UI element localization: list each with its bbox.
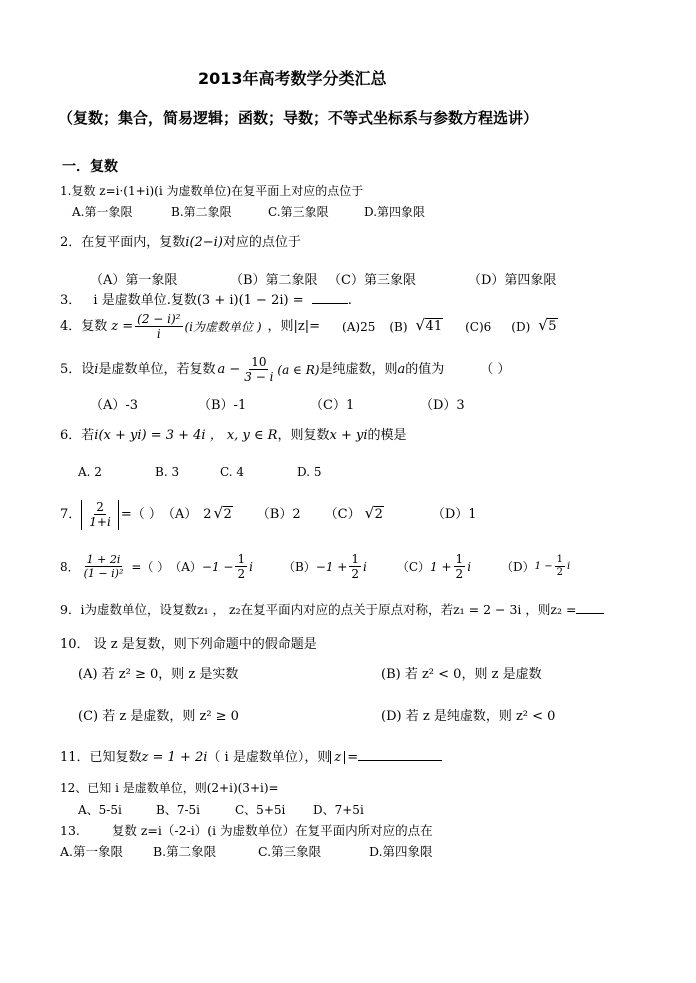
question-7-denominator: 1+i <box>89 515 111 530</box>
question-8-option-b-expr: −1 + <box>315 559 348 574</box>
question-8-option-a-i: i <box>249 559 253 574</box>
question-8-option-b-i: i <box>363 559 367 574</box>
question-13-stem <box>60 825 433 838</box>
question-13-option-a: A.第一象限 <box>60 844 124 859</box>
question-4-option-c: (C)6 <box>465 319 492 334</box>
sqrt-icon: √ <box>364 504 375 523</box>
question-5-expr-b: (a ∈ R) <box>277 362 320 377</box>
question-8-option-d-half <box>555 554 565 579</box>
question-8-option-a: （A） <box>169 559 202 574</box>
question-8-option-d-i: i <box>566 560 571 572</box>
question-4-option-a: (A)25 <box>342 319 376 334</box>
question-5-text-c: 是纯虚数，则 <box>319 362 398 378</box>
question-7-stem <box>60 500 477 530</box>
question-6-expression: i(x + yi) = 3 + 4i ， x, y ∈ R <box>94 428 278 443</box>
fraction-numerator: 1 <box>455 552 464 566</box>
question-8-fraction <box>82 553 126 580</box>
question-1-option-c: C.第三象限 <box>268 205 329 219</box>
question-4-denominator: i <box>156 327 161 342</box>
question-4-text-a: 4．复数 <box>60 319 108 335</box>
question-7-number: 7． <box>60 507 82 523</box>
question-6-text-c: 的模是 <box>367 428 407 443</box>
question-8-option-c-i: i <box>467 559 472 574</box>
question-4-option-d-radical <box>538 316 557 335</box>
sqrt-icon: √ <box>538 316 548 335</box>
question-7-option-a-coef: 2 <box>203 507 212 523</box>
fraction-numerator: 1 <box>237 552 246 566</box>
question-8-numerator: 1 + 2i <box>86 553 121 567</box>
question-12-option-d: D、7+5i <box>313 803 364 817</box>
question-8-equals: =（ ） <box>131 559 170 574</box>
question-6-text-b: ，则复数 <box>277 428 330 443</box>
question-7-option-c-radical <box>364 504 384 523</box>
question-8-option-d-expr: 1 − <box>534 560 553 572</box>
question-3-answer-blank <box>312 303 348 304</box>
question-5-expr-a: a − <box>217 362 241 378</box>
question-8-option-a-expr: −1 − <box>201 559 234 574</box>
question-2-text-a: 2．在复平面内，复数 <box>60 235 186 250</box>
fraction-denominator: 2 <box>351 567 359 582</box>
question-7-option-d: （D）1 <box>431 507 477 523</box>
question-1-option-d: D.第四象限 <box>364 205 426 219</box>
question-6-option-c: C. 4 <box>220 465 245 479</box>
question-4-numerator: (2 − i)² <box>137 312 181 326</box>
question-8-stem <box>60 552 570 582</box>
question-5-text-b: 是虚数单位，若复数 <box>98 362 216 378</box>
question-6-stem <box>60 429 407 442</box>
question-3-number: 3． <box>60 293 82 308</box>
question-8-option-c-expr: 1 + <box>430 559 452 574</box>
question-13-text: 复数 z=i（-2-i）(i 为虚数单位）在复平面内所对应的点在 <box>111 823 433 838</box>
fraction-numerator: 1 <box>351 552 359 566</box>
question-2-stem <box>60 236 301 249</box>
question-2-expression: i(2−i) <box>185 235 223 250</box>
question-6-option-d: D. 5 <box>297 465 322 479</box>
question-11-abs-z: z <box>330 751 345 764</box>
question-4-option-b-value: 41 <box>425 319 443 335</box>
question-8-option-a-half <box>235 552 247 582</box>
question-7-option-b: （B）2 <box>256 507 301 523</box>
question-5-option-b: （B）-1 <box>198 398 247 413</box>
question-3-period: . <box>347 293 352 308</box>
document-subtitle: （复数；集合，简易逻辑；函数；导数；不等式坐标系与参数方程选讲） <box>58 109 539 127</box>
question-8-option-c-half <box>454 552 466 582</box>
question-1-stem: 1.复数 z=i·(1+i)(i 为虚数单位)在复平面上对应的点位于 <box>60 184 364 198</box>
question-6-option-a: A. 2 <box>78 465 102 479</box>
question-6-expression-2: x + yi <box>329 428 368 443</box>
sqrt-icon: √ <box>415 316 426 335</box>
question-13-number: 13. <box>60 823 80 838</box>
question-6-option-b: B. 3 <box>155 465 180 479</box>
question-4-paren: (i为虚数单位 ) <box>184 319 262 334</box>
question-2-text-b: 对应的点位于 <box>222 235 301 250</box>
question-5-option-d: （D）3 <box>420 398 465 413</box>
question-5-text-a: 5．设 <box>60 362 95 378</box>
question-3-stem <box>60 294 352 307</box>
question-10-option-b: (B) 若 z² < 0，则 z 是虚数 <box>381 667 542 682</box>
question-7-option-c: （C） <box>324 507 361 523</box>
question-4-fraction <box>135 312 182 342</box>
question-2-option-b: （B）第二象限 <box>230 273 318 288</box>
question-7-equals: =（ ） <box>120 507 162 523</box>
question-12-option-c: C、5+5i <box>235 803 286 817</box>
fraction-denominator: 2 <box>556 567 563 579</box>
question-13-option-b: B.第二象限 <box>153 844 217 859</box>
question-12-option-a: A、5-5i <box>78 803 122 817</box>
question-10-option-c: (C) 若 z 是虚数，则 z² ≥ 0 <box>78 709 239 724</box>
question-7-numerator: 2 <box>96 500 104 514</box>
fraction-denominator: 2 <box>237 567 246 582</box>
question-5-stem <box>60 355 510 385</box>
question-4-text-b: ，则|z|= <box>267 319 321 335</box>
question-9-stem <box>60 604 604 617</box>
question-11-answer-blank <box>358 760 442 761</box>
question-7-fraction <box>87 500 113 530</box>
question-1-option-a: A.第一象限 <box>72 205 133 219</box>
question-8-number: 8． <box>60 559 80 574</box>
question-9-text: 9．i为虚数单位，设复数z₁ ， z₂在复平面内对应的点关于原点对称，若z₁ = 2 − 3i ，则z₂ = <box>60 602 577 617</box>
question-7-option-a-radical <box>213 504 233 523</box>
document-title: 2013年高考数学分类汇总 <box>198 69 387 88</box>
question-8-option-b-half <box>349 552 361 582</box>
question-5-i: i <box>94 362 99 378</box>
question-7-option-c-value: 2 <box>374 507 383 523</box>
question-5-a: a <box>397 362 406 378</box>
question-5-denominator: 3 − i <box>244 370 274 385</box>
question-10-stem: 10． 设 z 是复数，则下列命题中的假命题是 <box>60 637 317 652</box>
question-2-option-d: （D）第四象限 <box>468 273 557 288</box>
question-9-answer-blank <box>576 613 604 614</box>
question-10-option-d: (D) 若 z 是纯虚数，则 z² < 0 <box>381 709 556 724</box>
question-7-absolute-value <box>81 500 119 530</box>
question-3-text: i 是虚数单位.复数(3 + i)(1 − 2i) = <box>93 293 304 308</box>
question-5-option-a: （A）-3 <box>90 398 139 413</box>
question-8-option-d: （D） <box>501 559 535 574</box>
question-5-option-c: （C）1 <box>310 398 355 413</box>
question-4-option-d-value: 5 <box>548 319 557 335</box>
question-4-option-b: (B) <box>389 319 408 334</box>
question-11-stem <box>60 751 442 764</box>
question-5-numerator: 10 <box>251 355 267 369</box>
question-13-option-c: C.第三象限 <box>258 844 322 859</box>
question-7-option-a-value: 2 <box>223 507 232 523</box>
question-7-option-a: （A） <box>161 507 198 523</box>
question-8-option-c: （C） <box>396 559 431 574</box>
question-2-option-a: （A）第一象限 <box>90 273 178 288</box>
fraction-numerator: 1 <box>556 554 563 566</box>
question-8-option-b: （B） <box>282 559 316 574</box>
question-13-option-d: D.第四象限 <box>369 844 433 859</box>
question-11-text-a: 11．已知复数 <box>60 750 142 765</box>
sqrt-icon: √ <box>213 504 224 523</box>
question-10-option-a: (A) 若 z² ≥ 0，则 z 是实数 <box>78 667 239 682</box>
question-5-text-d: 的值为 <box>405 362 445 378</box>
question-2-option-c: （C）第三象限 <box>328 273 416 288</box>
section-heading: 一．复数 <box>62 159 118 175</box>
fraction-denominator: 2 <box>455 567 464 582</box>
question-12-stem: 12、已知 i 是虚数单位，则(2+i)(3+i)= <box>60 781 279 795</box>
question-5-fraction <box>242 355 275 385</box>
question-4-stem <box>60 312 558 342</box>
question-11-expression: z = 1 + 2i <box>141 750 208 765</box>
question-11-equals: = <box>347 750 359 765</box>
question-11-text-b: （ i 是虚数单位），则 <box>207 750 331 765</box>
question-4-option-d: (D) <box>511 319 531 334</box>
question-1-option-b: B.第二象限 <box>171 205 232 219</box>
question-12-option-b: B、7-5i <box>156 803 200 817</box>
question-8-denominator: (1 − i)² <box>83 567 124 581</box>
question-4-lhs: z = <box>111 319 134 335</box>
question-4-option-b-radical <box>415 316 444 335</box>
question-5-bracket: （ ） <box>480 362 511 378</box>
question-6-text-a: 6．若 <box>60 428 95 443</box>
